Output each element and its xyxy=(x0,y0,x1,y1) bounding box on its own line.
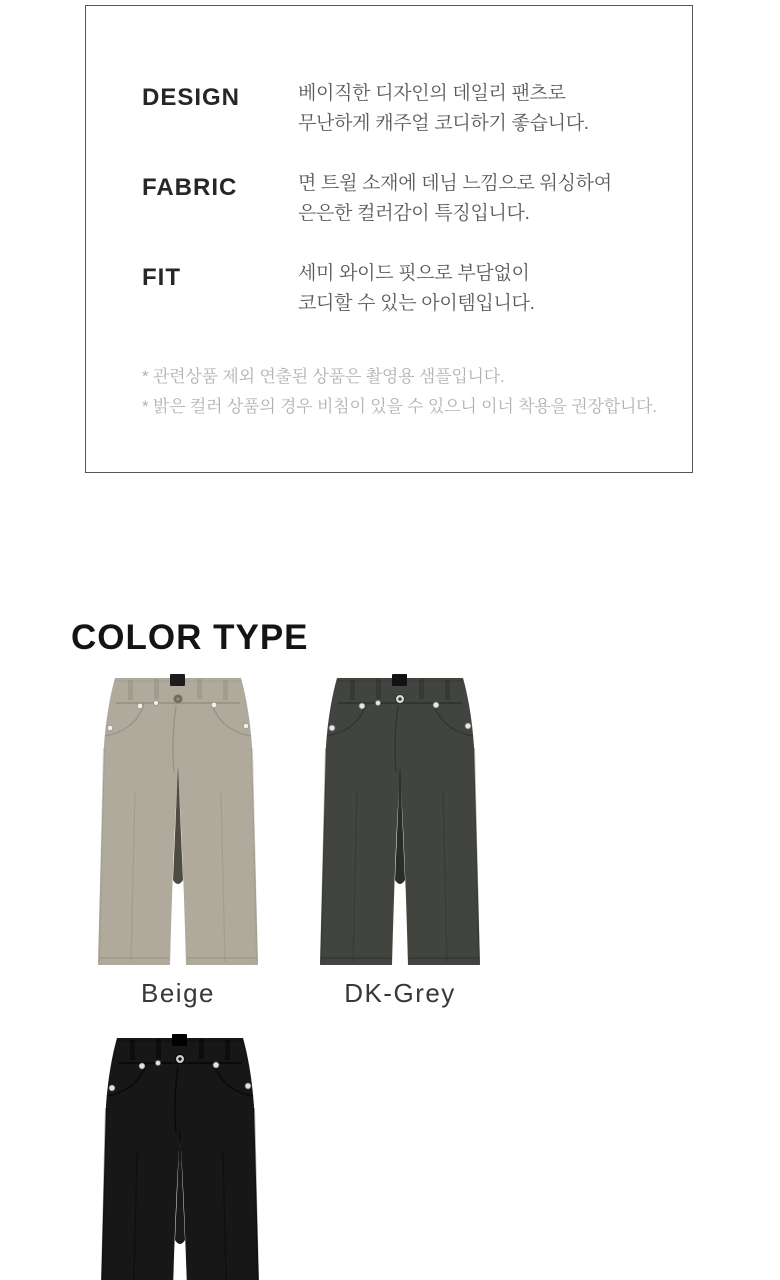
pants-image-black xyxy=(90,1032,270,1280)
info-row-fit xyxy=(86,263,692,329)
belt-loop xyxy=(128,680,133,700)
belt-loop xyxy=(445,680,450,700)
waistband-brand-tag xyxy=(170,674,185,686)
waistband-brand-tag xyxy=(392,674,407,686)
belt-loop xyxy=(154,679,159,699)
desc-line: 면 트윌 소재에 데님 느낌으로 워싱하여 xyxy=(298,173,612,194)
rivet xyxy=(154,701,159,706)
section-desc-fit xyxy=(298,259,535,319)
color-swatch-dk-grey xyxy=(310,672,490,1007)
belt-loop xyxy=(197,679,202,699)
rivet xyxy=(376,701,381,706)
pants-photo-svg xyxy=(88,672,268,972)
rivet xyxy=(243,723,249,729)
desc-line: 은은한 컬러감이 특징입니다. xyxy=(298,203,530,224)
rivet xyxy=(156,1061,161,1066)
pants-image-beige xyxy=(88,672,268,972)
waistband-brand-tag xyxy=(172,1034,187,1046)
belt-loop xyxy=(223,680,228,700)
section-desc-design xyxy=(298,79,589,139)
info-row-design xyxy=(86,83,692,149)
desc-line: 베이직한 디자인의 데일리 팬츠로 xyxy=(298,83,566,104)
note-line: * 관련상품 제외 연출된 상품은 촬영용 샘플입니다. xyxy=(142,367,505,386)
belt-loop xyxy=(419,679,424,699)
belt-loop xyxy=(130,1040,135,1060)
belt-loop xyxy=(156,1039,161,1059)
color-name-beige: Beige xyxy=(141,978,215,1008)
info-row-fabric xyxy=(86,173,692,239)
belt-loop xyxy=(199,1039,204,1059)
section-label-fit: FIT xyxy=(142,264,181,291)
desc-line: 무난하게 캐주얼 코디하기 좋습니다. xyxy=(298,113,589,134)
pants-photo-svg xyxy=(90,1032,270,1280)
pants-photo-svg xyxy=(310,672,490,972)
color-type-heading: COLOR TYPE xyxy=(71,618,309,657)
note-line: * 밝은 컬러 상품의 경우 비침이 있을 수 있으니 이너 착용을 권장합니다. xyxy=(142,397,657,416)
rivet xyxy=(109,1085,115,1091)
color-name-dk-grey: DK-Grey xyxy=(344,978,456,1008)
color-swatch-beige xyxy=(88,672,268,1007)
rivet xyxy=(245,1083,251,1089)
pants-image-dk-grey xyxy=(310,672,490,972)
belt-loop xyxy=(376,679,381,699)
desc-line: 세미 와이드 핏으로 부담없이 xyxy=(298,263,530,284)
belt-loop xyxy=(225,1040,230,1060)
section-desc-fabric xyxy=(298,169,612,229)
rivet xyxy=(465,723,471,729)
rivet xyxy=(359,703,365,709)
color-swatch-black xyxy=(90,1032,270,1280)
rivet xyxy=(139,1063,145,1069)
product-notes xyxy=(142,362,657,422)
rivet xyxy=(329,725,335,731)
product-info-box xyxy=(85,5,693,473)
rivet xyxy=(211,702,217,708)
belt-loop xyxy=(350,680,355,700)
section-label-fabric: FABRIC xyxy=(142,174,238,201)
rivet xyxy=(433,702,439,708)
desc-line: 코디할 수 있는 아이템입니다. xyxy=(298,293,535,314)
rivet xyxy=(107,725,113,731)
rivet xyxy=(137,703,143,709)
section-label-design: DESIGN xyxy=(142,84,241,111)
rivet xyxy=(213,1062,219,1068)
